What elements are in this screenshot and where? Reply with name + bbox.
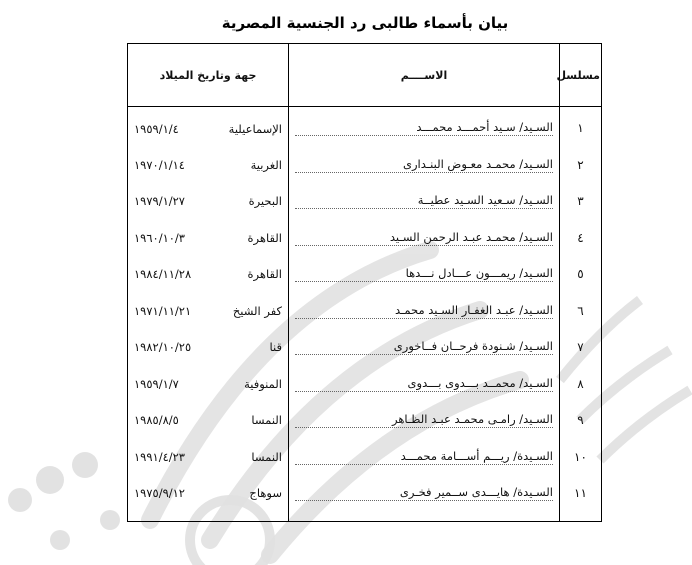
- row-name-cell: [289, 183, 560, 220]
- row-name: السـيد/ سـعيد السـيد عطيــة: [295, 193, 553, 209]
- row-birth-place: القاهرة: [247, 267, 282, 282]
- row-birth-place: القاهرة: [247, 230, 282, 245]
- row-place-date-cell: [128, 107, 289, 147]
- row-name: السـيد/ ريمـــون عـــادل نـــدها: [295, 266, 553, 282]
- row-birth-place: الإسماعيلية: [228, 121, 282, 136]
- row-place-date-cell: [128, 220, 289, 257]
- table-row: [128, 366, 602, 403]
- header-name: الاســــم: [289, 44, 560, 107]
- names-table: [127, 43, 602, 522]
- header-place-date: جهة وتاريخ الميلاد: [128, 44, 289, 107]
- table-row: [128, 183, 602, 220]
- row-name-cell: [289, 402, 560, 439]
- row-name: السـيد/ عبـد الغفـار السـيد محمـد: [295, 303, 553, 319]
- row-birth-date: ١٩٧٩/١/٢٧: [134, 194, 185, 209]
- row-name-cell: [289, 439, 560, 476]
- row-serial: ٨: [560, 366, 602, 403]
- row-birth-date: ١٩٧٥/٩/١٢: [134, 485, 185, 500]
- row-birth-date: ١٩٨٥/٨/٥: [134, 413, 179, 428]
- row-serial: ٥: [560, 256, 602, 293]
- row-birth-date: ١٩٧٠/١/١٤: [134, 157, 185, 172]
- document-title: بيان بأسماء طالبى رد الجنسية المصرية: [221, 14, 509, 32]
- row-serial: ١٠: [560, 439, 602, 476]
- row-birth-place: كفر الشيخ: [232, 303, 282, 318]
- row-place-date-cell: [128, 183, 289, 220]
- table-row: [128, 293, 602, 330]
- row-birth-place: قنا: [269, 340, 282, 355]
- row-serial: ٦: [560, 293, 602, 330]
- row-place-date-cell: [128, 293, 289, 330]
- row-place-date-cell: [128, 366, 289, 403]
- row-name: السـيد/ رامـى محمـد عبـد الظـاهر: [295, 412, 553, 428]
- row-birth-place: النمسا: [251, 413, 282, 428]
- row-serial: ١١: [560, 475, 602, 521]
- row-place-date-cell: [128, 256, 289, 293]
- table-row: [128, 256, 602, 293]
- row-place-date-cell: [128, 402, 289, 439]
- table-header-row: [128, 44, 602, 107]
- row-serial: ٣: [560, 183, 602, 220]
- row-serial: ٢: [560, 147, 602, 184]
- table-row: [128, 329, 602, 366]
- row-place-date-cell: [128, 147, 289, 184]
- row-birth-date: ١٩٥٩/١/٧: [134, 376, 179, 391]
- row-name: السـيدة/ ريـــم أســـامة محمـــد: [295, 449, 553, 465]
- row-birth-place: سوهاج: [249, 485, 282, 500]
- row-birth-place: الغربية: [250, 157, 282, 172]
- row-name: السـيد/ سـيد أحمـــد محمـــد: [295, 120, 553, 136]
- row-birth-date: ١٩٧١/١١/٢١: [134, 303, 192, 318]
- table-row: [128, 439, 602, 476]
- row-serial: ٩: [560, 402, 602, 439]
- row-birth-place: البحيرة: [248, 194, 282, 209]
- row-name: السـيد/ محمــد بـــدوى بـــدوى: [295, 376, 553, 392]
- row-place-date-cell: [128, 475, 289, 521]
- row-birth-date: ١٩٦٠/١٠/٣: [134, 230, 185, 245]
- table-row: [128, 220, 602, 257]
- row-place-date-cell: [128, 439, 289, 476]
- row-birth-date: ١٩٨٢/١٠/٢٥: [134, 340, 192, 355]
- row-name-cell: [289, 366, 560, 403]
- row-name: السـيد/ محمـد معـوض البنـدارى: [295, 157, 553, 173]
- row-birth-place: المنوفية: [244, 376, 282, 391]
- row-serial: ١: [560, 107, 602, 147]
- row-name-cell: [289, 293, 560, 330]
- table-row: [128, 402, 602, 439]
- row-birth-date: ١٩٥٩/١/٤: [134, 121, 179, 136]
- row-birth-date: ١٩٨٤/١١/٢٨: [134, 267, 192, 282]
- row-name-cell: [289, 475, 560, 521]
- row-birth-date: ١٩٩١/٤/٢٣: [134, 449, 185, 464]
- row-birth-place: النمسا: [251, 449, 282, 464]
- header-serial: مسلسل: [560, 44, 602, 107]
- row-serial: ٧: [560, 329, 602, 366]
- row-name: السـيد/ شـنودة فرحــان فــاخورى: [295, 339, 553, 355]
- row-name-cell: [289, 220, 560, 257]
- table-row: [128, 147, 602, 184]
- table-row: [128, 107, 602, 147]
- row-name: السـيد/ محمـد عبـد الرحمن السـيد: [295, 230, 553, 246]
- row-name-cell: [289, 256, 560, 293]
- row-name-cell: [289, 147, 560, 184]
- row-serial: ٤: [560, 220, 602, 257]
- row-name-cell: [289, 329, 560, 366]
- table-row: [128, 475, 602, 521]
- row-place-date-cell: [128, 329, 289, 366]
- row-name: السـيدة/ هايـــدى ســمير فخـرى: [295, 485, 553, 501]
- row-name-cell: [289, 107, 560, 147]
